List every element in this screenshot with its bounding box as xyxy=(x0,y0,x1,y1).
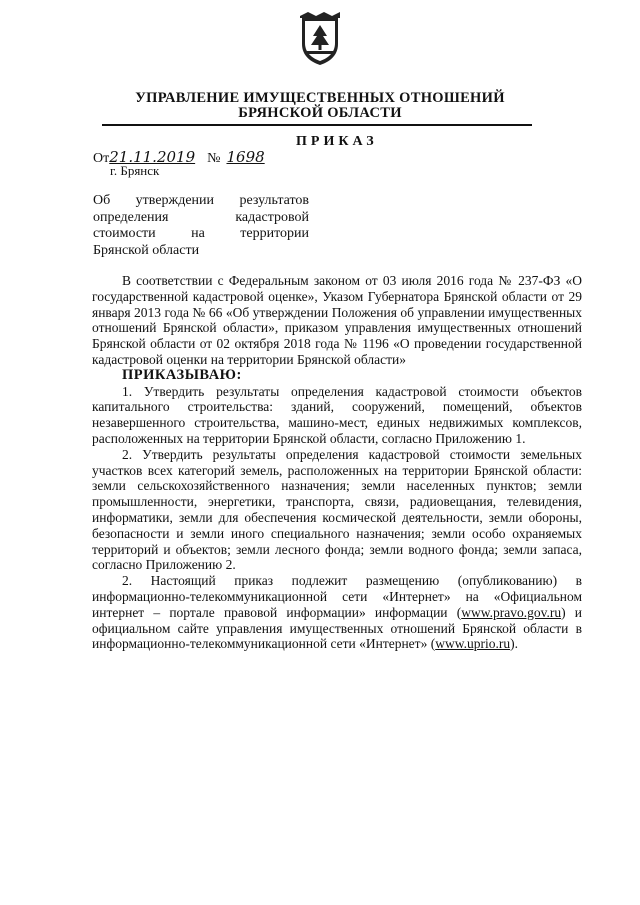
bryansk-coat-of-arms-icon xyxy=(296,12,344,66)
preamble-paragraph: В соответствии с Федеральным законом от 03 июля 2016 года № 237-ФЗ «О государственной кадастровой оценке», Указом Губернатора Брянской области от 29 января 2013 года № 66 «Об утверждении Положения об управлении имущественных отношений Брянской области», приказом управления имущественных отношений Брянской области от 02 октября 2018 года № 1196 «О проведении государственной кадастровой оценки на территории Брянской области» xyxy=(92,273,582,367)
subject-line: стоимости на территории xyxy=(93,226,309,241)
order-number: 1698 xyxy=(226,148,265,166)
org-name-line1: УПРАВЛЕНИЕ ИМУЩЕСТВЕННЫХ ОТНОШЕНИЙ xyxy=(135,90,505,106)
item-paragraph-3 xyxy=(92,573,582,652)
item3-text-b: ) и официальном сайте управления имущественных отношений Брянской области в информационно-телекоммуникационной сети «Интернет» ( xyxy=(92,604,582,652)
subject-line: определения кадастровой xyxy=(93,209,309,225)
pravo-link[interactable]: www.pravo.gov.ru xyxy=(461,604,562,620)
subject-line: Брянской области xyxy=(93,242,200,258)
header-divider xyxy=(102,124,532,126)
order-city: г. Брянск xyxy=(110,163,160,178)
item-paragraph-1: 1. Утвердить результаты определения кадастровой стоимости объектов капитального строительства: зданий, сооружений, помещений, объектов незавершенного строительства, машино-мест, единых недвижимых комплексов, расположенных на территории Брянской области, согласно Приложению 1. xyxy=(92,383,582,446)
directive-heading: ПРИКАЗЫВАЮ: xyxy=(122,366,242,383)
date-prefix: От xyxy=(93,151,110,166)
item-paragraph-2: 2. Утвердить результаты определения кадастровой стоимости земельных участков всех категорий земель, расположенных на территории Брянской области: земли сельскохозяйственного назначения; земли населенных пунктов; земли промышленности, энергетики, транспорта, связи, радиовещания, телевидения, информатики, земли для обеспечения космической деятельности, земли обороны, безопасности и земли иного специального назначения; земли особо охраняемых территорий и объектов; земли лесного фонда; земли водного фонда; земли запаса, согласно Приложению 2. xyxy=(92,446,582,573)
org-name-line2: БРЯНСКОЙ ОБЛАСТИ xyxy=(238,105,402,121)
order-title: ПРИКАЗ xyxy=(296,134,378,149)
uprio-link[interactable]: www.uprio.ru xyxy=(435,636,511,652)
subject-line: Об утверждении результатов xyxy=(93,193,309,208)
number-sign: № xyxy=(207,151,221,166)
item3-text-c: ). xyxy=(510,636,518,652)
item3-text-a: 2. Настоящий приказ подлежит размещению (опубликованию) в информационно-телекоммуникационной сети «Интернет» на «Официальном интернет – портале правовой информации» информации ( xyxy=(92,573,582,620)
order-subject xyxy=(93,193,309,259)
order-body xyxy=(92,273,582,652)
order-date: 21.11.2019 xyxy=(109,148,196,166)
